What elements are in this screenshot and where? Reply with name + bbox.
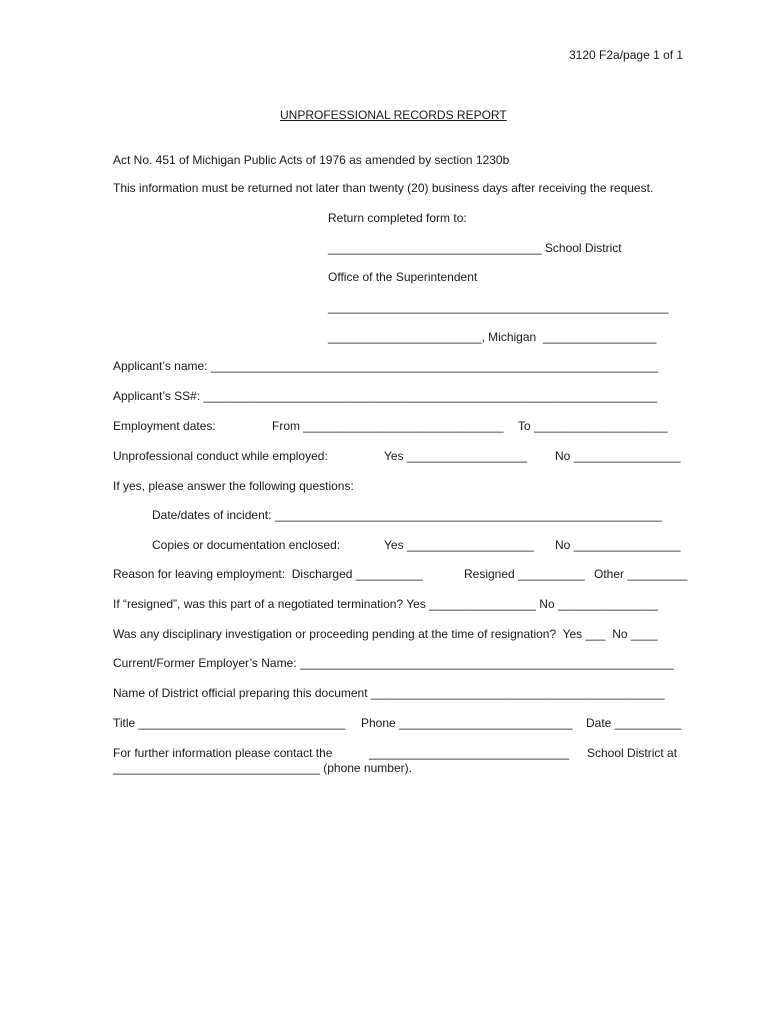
- employment-from-field[interactable]: From ______________________________: [272, 419, 504, 433]
- form-title: UNPROFESSIONAL RECORDS REPORT: [280, 108, 507, 122]
- negotiated-termination-field[interactable]: If “resigned”, was this part of a negotiated termination? Yes ________________ No _______________: [113, 597, 659, 611]
- school-district-field[interactable]: ________________________________ School District: [328, 241, 622, 255]
- act-line: Act No. 451 of Michigan Public Acts of 1976 as amended by section 1230b: [113, 153, 510, 167]
- contact-district-field[interactable]: ______________________________: [369, 746, 570, 760]
- conduct-no-field[interactable]: No ________________: [555, 449, 681, 463]
- return-heading: Return completed form to:: [328, 211, 467, 225]
- employment-to-field[interactable]: To ____________________: [518, 419, 668, 433]
- address-field[interactable]: ___________________________________________________: [328, 300, 669, 314]
- date-field[interactable]: Date __________: [586, 716, 682, 730]
- if-yes-instruction: If yes, please answer the following questions:: [113, 479, 354, 493]
- district-official-field[interactable]: Name of District official preparing this document ____________________________________________: [113, 686, 665, 700]
- conduct-label: Unprofessional conduct while employed:: [113, 449, 328, 463]
- employer-name-field[interactable]: Current/Former Employer’s Name: ________________________________________________________: [113, 656, 674, 670]
- copies-yes-field[interactable]: Yes ___________________: [384, 538, 534, 552]
- reason-other-field[interactable]: Other _________: [594, 567, 688, 581]
- reason-resigned-field[interactable]: Resigned __________: [464, 567, 585, 581]
- title-field[interactable]: Title _______________________________: [113, 716, 346, 730]
- office-label: Office of the Superintendent: [328, 270, 478, 284]
- page-ref: 3120 F2a/page 1 of 1: [569, 48, 684, 62]
- copies-no-field[interactable]: No ________________: [555, 538, 681, 552]
- city-zip-field[interactable]: _______________________, Michigan _________________: [328, 330, 657, 344]
- reason-discharged-field[interactable]: Reason for leaving employment: Discharged __________: [113, 567, 423, 581]
- incident-dates-field[interactable]: Date/dates of incident: __________________________________________________________: [152, 508, 662, 522]
- deadline-line: This information must be returned not later than twenty (20) business days after receiving the request.: [113, 181, 654, 195]
- conduct-yes-field[interactable]: Yes __________________: [384, 449, 528, 463]
- contact-text-end: School District at: [587, 746, 678, 760]
- contact-phone-field[interactable]: _______________________________ (phone number).: [113, 761, 412, 775]
- contact-text: For further information please contact the: [113, 746, 333, 760]
- phone-field[interactable]: Phone __________________________: [361, 716, 573, 730]
- applicant-ssn-field[interactable]: Applicant’s SS#: ____________________________________________________________________: [113, 389, 658, 403]
- applicant-name-field[interactable]: Applicant’s name: ___________________________________________________________________: [113, 359, 658, 373]
- copies-label: Copies or documentation enclosed:: [152, 538, 341, 552]
- employment-dates-label: Employment dates:: [113, 419, 216, 433]
- disciplinary-field[interactable]: Was any disciplinary investigation or proceeding pending at the time of resignation? Yes ___ No ____: [113, 627, 658, 641]
